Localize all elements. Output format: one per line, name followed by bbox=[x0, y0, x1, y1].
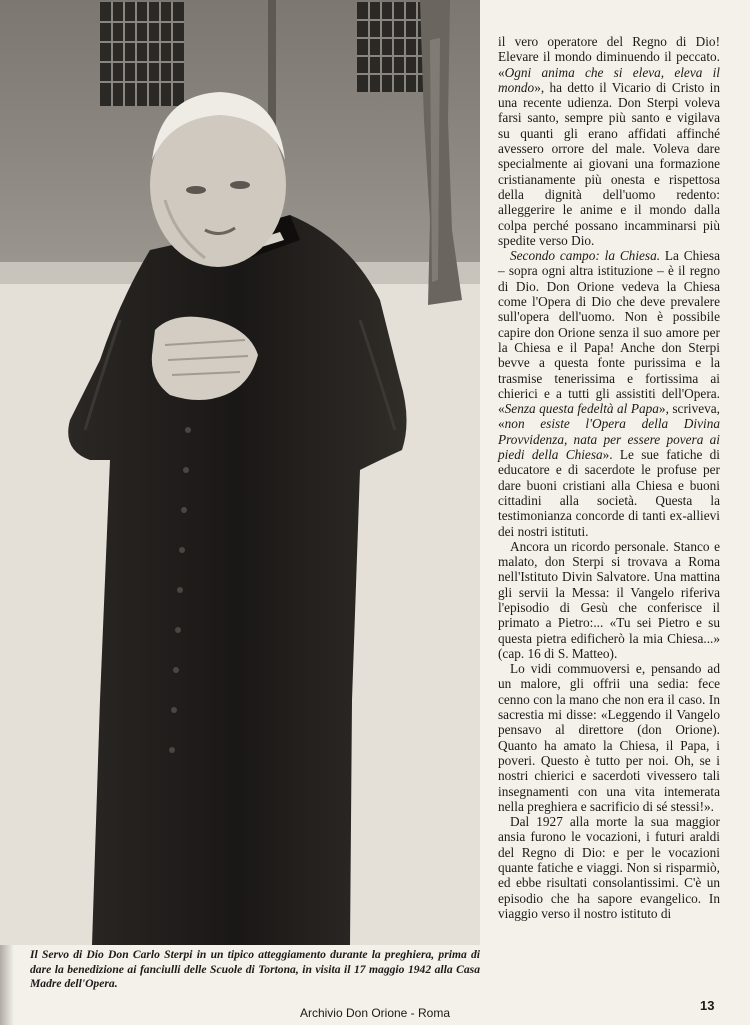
article-paragraph-5: Dal 1927 alla morte la sua maggior ansia furono le vocazioni, i futuri araldi del Regno di Dio: e per le vocazioni quante fatiche e viaggi. Non si risparmiò, ed ebbe risultati consolantissimi. C'è un episodio che ha sapore evangelico. In viaggio verso il nostro istituto di bbox=[498, 814, 720, 921]
article-paragraph-3: Ancora un ricordo personale. Stanco e malato, don Sterpi si trovava a Roma nell'Istituto Divin Salvatore. Una mattina gli servii la Messa: il Vangelo riferiva l'episodio di Gesù che conferisce il primato a Pietro:... «Tu sei Pietro e su questa pietra edificherò la mia Chiesa...» (cap. 16 di S. Matteo). bbox=[498, 538, 720, 661]
window-left bbox=[100, 2, 184, 106]
article-paragraph-4: Lo vidi commuoversi e, pensando ad un malore, gli offrii una sedia: fece cenno con la mano che non era il caso. In sacrestia mi disse: «Leggendo il Vangelo pensavo al direttore (don Orione). Quanto ha amato la Chiesa, il Papa, i poveri. Questo è tutto per noi. Oh, se i nostri chierici e sacerdoti vivessero tali insegnamenti con una vita intemerata nella preghiera e sacrificio di sé stessi!». bbox=[498, 661, 720, 814]
photo-caption: Il Servo di Dio Don Carlo Sterpi in un tipico atteggiamento durante la preghiera, prima di dare la benedizione ai fanciulli delle Scuole di Tortona, in visita il 17 maggio 1942 alla Casa Madre dell'Opera. bbox=[30, 948, 480, 991]
page-number: 13 bbox=[700, 998, 715, 1013]
article-paragraph-2: Secondo campo: la Chiesa. La Chiesa – sopra ogni altra istituzione – è il regno di Dio. Don Orione vedeva la Chiesa come l'Opera di Dio che deve prevalere sull'opera dell'uomo. Non è possibile capire don Orione senza il suo amore per la Chiesa e il Papa! Anche don Sterpi bevve a questa fonte purissima e la trasmise tenerissima e fortissima ai chierici e a tutti gli assistiti dell'Opera. «Senza questa fedeltà al Papa», scriveva, «non esiste l'Opera della Divina Provvidenza, nata per essere povera ai piedi della Chiesa». Le sue fatiche di educatore e di sacerdote le profuse per dare buoni cristiani alla Chiesa e buoni cittadini alla società. Questa la testimonianza concorde di tanti ex-allievi dei nostri istituti. bbox=[498, 248, 720, 539]
archive-footer: Archivio Don Orione - Roma bbox=[299, 1006, 451, 1020]
article-column bbox=[498, 34, 720, 921]
window-right bbox=[357, 2, 427, 92]
article-paragraph-1: il vero operatore del Regno di Dio! Elevare il mondo diminuendo il peccato. «Ogni anima che si eleva, eleva il mondo», ha detto il Vicario di Cristo in una recente udienza. Don Sterpi voleva farsi santo, sempre più santo e vigilava su quanti gli erano affidati affinché avessero orrore del male. Voleva dare specialmente ai giovani una formazione cristianamente più onesta e rispettosa della dignità dell'uomo redento: alleggerire le anime e il mondo dalla colpa perché possano incamminarsi più spedite verso Dio. bbox=[498, 34, 720, 248]
